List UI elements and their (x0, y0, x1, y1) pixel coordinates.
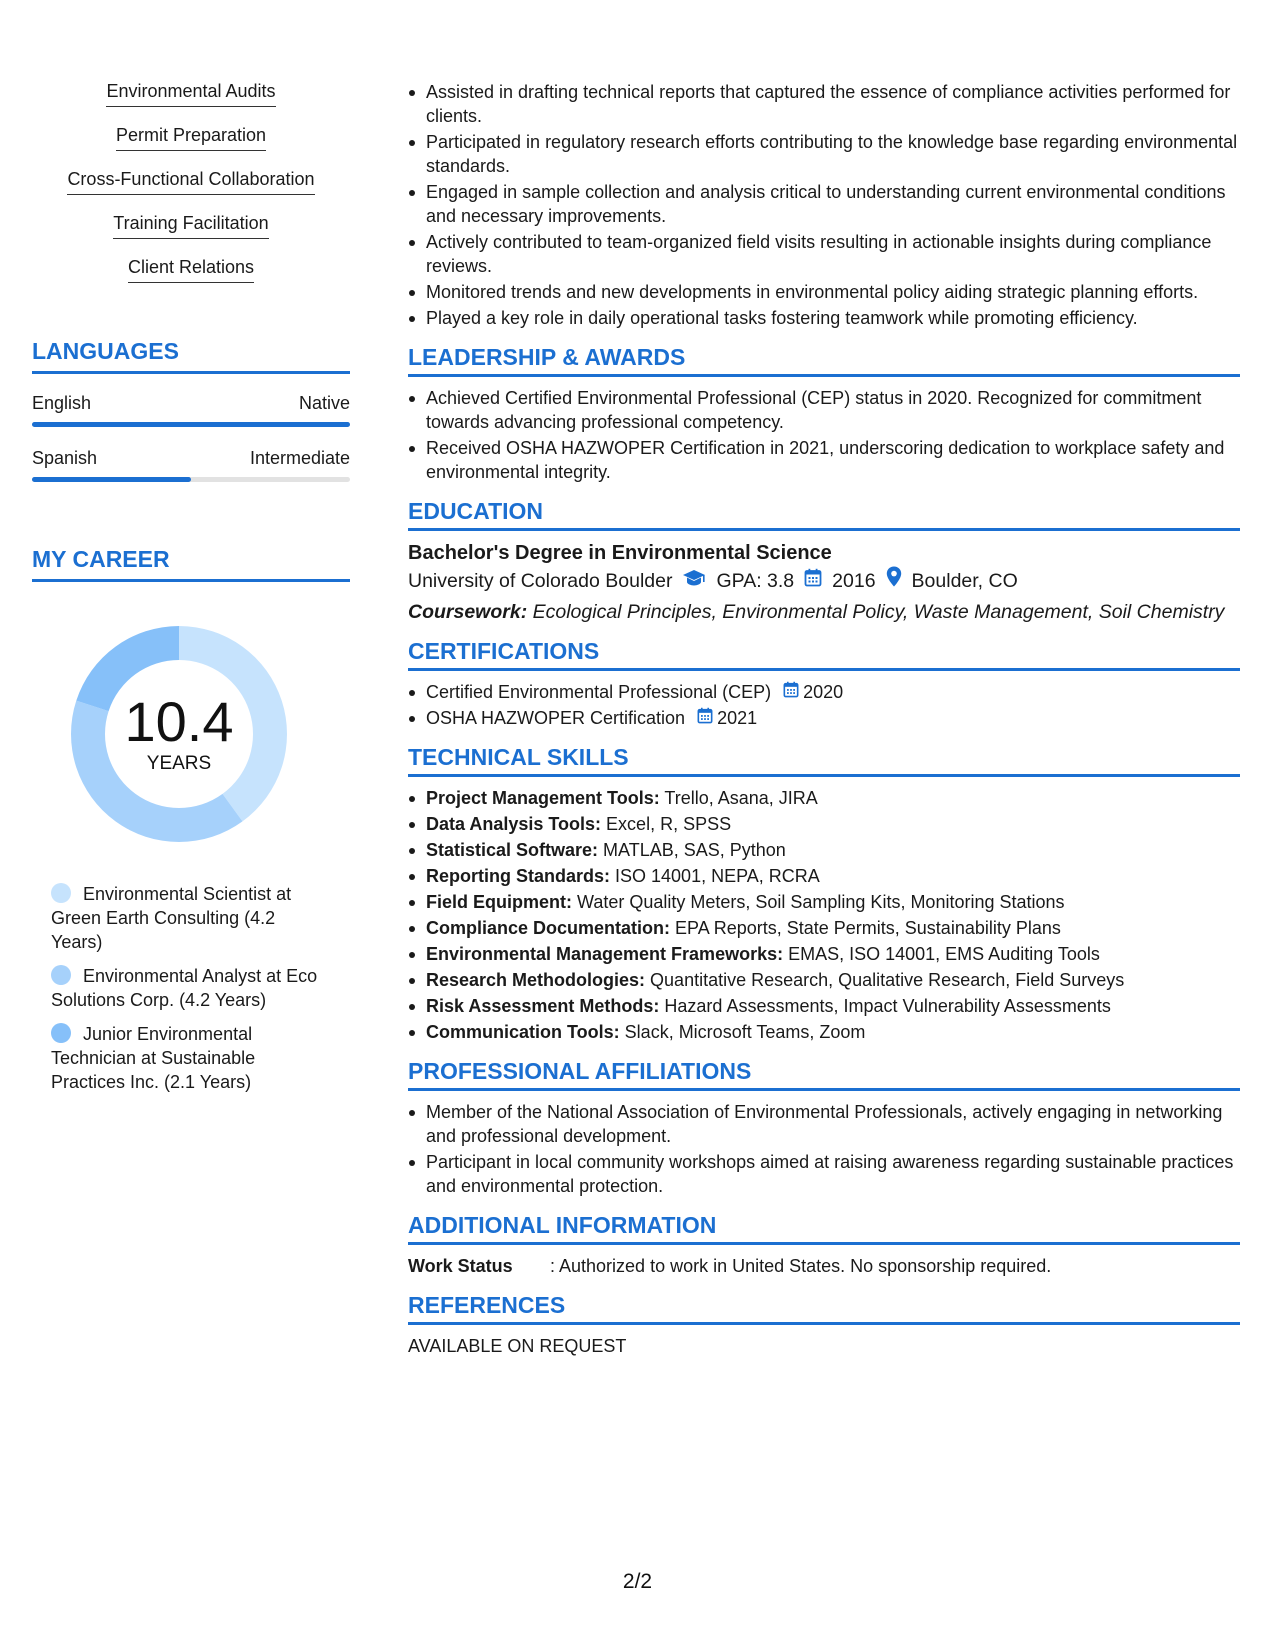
technical-skill-item (408, 812, 1240, 836)
calendar-icon (783, 680, 799, 704)
technical-skill-value: MATLAB, SAS, Python (598, 840, 786, 860)
main-content (408, 80, 1240, 1358)
additional-info-heading: ADDITIONAL INFORMATION (408, 1212, 1240, 1245)
affiliation-bullet: Member of the National Association of Environmental Professionals, actively engaging in networking and professional development. (408, 1100, 1240, 1148)
skills-list (32, 80, 350, 300)
certification-year: 2020 (803, 682, 844, 702)
education-heading: EDUCATION (408, 498, 1240, 531)
language-name: Spanish (32, 448, 98, 468)
certification-name: Certified Environmental Professional (CEP) (426, 682, 772, 702)
work-status-value: : Authorized to work in United States. No sponsorship required. (550, 1256, 1052, 1276)
education-school: University of Colorado Boulder (408, 570, 673, 592)
technical-skills-heading: TECHNICAL SKILLS (408, 744, 1240, 777)
languages-section (32, 338, 350, 482)
career-legend-text: Junior Environmental Technician at Sustainable Practices Inc. (2.1 Years) (51, 1024, 256, 1092)
language-row (32, 392, 350, 427)
skill-tag: Client Relations (128, 256, 254, 283)
skill-tag: Environmental Audits (106, 80, 275, 107)
technical-skill-value: Water Quality Meters, Soil Sampling Kits, Monitoring Stations (572, 892, 1065, 912)
technical-skills-section (408, 744, 1240, 1044)
language-bar-fill (32, 422, 350, 427)
leadership-bullet: Received OSHA HAZWOPER Certification in 2021, underscoring dedication to workplace safety and environmental integrity. (408, 436, 1240, 484)
language-level: Native (298, 393, 350, 413)
technical-skill-item (408, 916, 1240, 940)
graduation-cap-icon (682, 566, 706, 596)
technical-skill-label: Reporting Standards: (426, 866, 611, 886)
skill-tag: Training Facilitation (113, 212, 268, 239)
technical-skill-label: Data Analysis Tools: (426, 814, 602, 834)
technical-skill-label: Statistical Software: (426, 840, 599, 860)
technical-skill-label: Risk Assessment Methods: (426, 996, 660, 1016)
technical-skill-value: ISO 14001, NEPA, RCRA (610, 866, 820, 886)
technical-skill-item (408, 838, 1240, 862)
references-heading: REFERENCES (408, 1292, 1240, 1325)
page-number: 2/2 (622, 1570, 653, 1593)
career-donut-chart (67, 622, 291, 846)
language-bar-fill (32, 477, 191, 482)
affiliations-heading: PROFESSIONAL AFFILIATIONS (408, 1058, 1240, 1091)
experience-bullet: Assisted in drafting technical reports that captured the essence of compliance activities performed for clients. (408, 80, 1240, 128)
education-degree: Bachelor's Degree in Environmental Science (408, 542, 832, 564)
legend-dot-icon (51, 965, 71, 985)
coursework-label: Coursework: (408, 601, 528, 623)
certifications-heading: CERTIFICATIONS (408, 638, 1240, 671)
experience-bullets (408, 80, 1240, 330)
career-legend-item (51, 1022, 321, 1094)
career-total-value: 10.4 (124, 690, 234, 753)
technical-skill-item (408, 994, 1240, 1018)
work-status-row (408, 1254, 1240, 1278)
language-level: Intermediate (249, 448, 350, 468)
leadership-section (408, 344, 1240, 484)
experience-bullet: Engaged in sample collection and analysis critical to understanding current environmental conditions and necessary improvements. (408, 180, 1240, 228)
leadership-heading: LEADERSHIP & AWARDS (408, 344, 1240, 377)
legend-dot-icon (51, 1023, 71, 1043)
references-section (408, 1292, 1240, 1358)
calendar-icon (804, 566, 822, 596)
certifications-section (408, 638, 1240, 730)
technical-skill-label: Environmental Management Frameworks: (426, 944, 784, 964)
language-bar (32, 477, 350, 482)
experience-bullet: Monitored trends and new developments in environmental policy aiding strategic planning efforts. (408, 280, 1240, 304)
experience-bullet: Actively contributed to team-organized field visits resulting in actionable insights during compliance reviews. (408, 230, 1240, 278)
affiliation-bullet: Participant in local community workshops aimed at raising awareness regarding sustainable practices and environmental protection. (408, 1150, 1240, 1198)
language-name: English (32, 393, 92, 413)
technical-skill-item (408, 864, 1240, 888)
technical-skill-label: Field Equipment: (426, 892, 572, 912)
language-bar (32, 422, 350, 427)
calendar-icon (697, 706, 713, 730)
certification-year: 2021 (717, 708, 758, 728)
technical-skill-value: Trello, Asana, JIRA (659, 788, 818, 808)
education-details (408, 566, 1240, 596)
affiliations-section (408, 1058, 1240, 1198)
technical-skill-value: Quantitative Research, Qualitative Research, Field Surveys (645, 970, 1125, 990)
certification-item (408, 706, 1240, 730)
career-legend-item (51, 964, 321, 1012)
technical-skill-label: Compliance Documentation: (426, 918, 671, 938)
technical-skill-value: EMAS, ISO 14001, EMS Auditing Tools (783, 944, 1100, 964)
career-section (32, 546, 350, 1094)
location-pin-icon (886, 566, 902, 596)
language-row (32, 447, 350, 482)
education-gpa: GPA: 3.8 (716, 570, 795, 592)
technical-skill-label: Communication Tools: (426, 1022, 620, 1042)
technical-skill-value: Hazard Assessments, Impact Vulnerability Assessments (659, 996, 1111, 1016)
technical-skill-value: EPA Reports, State Permits, Sustainability Plans (670, 918, 1061, 938)
technical-skill-item (408, 786, 1240, 810)
career-legend-text: Environmental Scientist at Green Earth Consulting (4.2 Years) (51, 884, 292, 952)
career-total-unit: YEARS (146, 753, 212, 774)
technical-skill-item (408, 890, 1240, 914)
career-heading: MY CAREER (32, 546, 350, 582)
education-coursework (408, 600, 1240, 624)
career-legend-text: Environmental Analyst at Eco Solutions Corp. (4.2 Years) (51, 966, 318, 1010)
additional-info-section (408, 1212, 1240, 1278)
education-location: Boulder, CO (911, 570, 1018, 592)
skill-tag: Permit Preparation (116, 124, 266, 151)
leadership-bullet: Achieved Certified Environmental Professional (CEP) status in 2020. Recognized for commitment towards advancing professional competency. (408, 386, 1240, 434)
technical-skill-value: Excel, R, SPSS (601, 814, 732, 834)
technical-skill-item (408, 1020, 1240, 1044)
career-legend-item (51, 882, 321, 954)
legend-dot-icon (51, 883, 71, 903)
experience-bullet: Participated in regulatory research efforts contributing to the knowledge base regarding environmental standards. (408, 130, 1240, 178)
experience-bullet: Played a key role in daily operational tasks fostering teamwork while promoting efficiency. (408, 306, 1240, 330)
languages-heading: LANGUAGES (32, 338, 350, 374)
career-legend (51, 882, 321, 1094)
education-year: 2016 (832, 570, 876, 592)
technical-skill-item (408, 942, 1240, 966)
references-text: AVAILABLE ON REQUEST (408, 1336, 627, 1356)
technical-skill-value: Slack, Microsoft Teams, Zoom (619, 1022, 866, 1042)
certification-name: OSHA HAZWOPER Certification (426, 708, 686, 728)
technical-skill-label: Research Methodologies: (426, 970, 646, 990)
coursework-text: Ecological Principles, Environmental Policy, Waste Management, Soil Chemistry (527, 601, 1225, 623)
skill-tag: Cross-Functional Collaboration (67, 168, 314, 195)
technical-skill-item (408, 968, 1240, 992)
technical-skill-label: Project Management Tools: (426, 788, 660, 808)
education-section (408, 498, 1240, 624)
work-status-label: Work Status (408, 1256, 513, 1276)
certification-item (408, 680, 1240, 704)
sidebar (32, 80, 350, 1104)
